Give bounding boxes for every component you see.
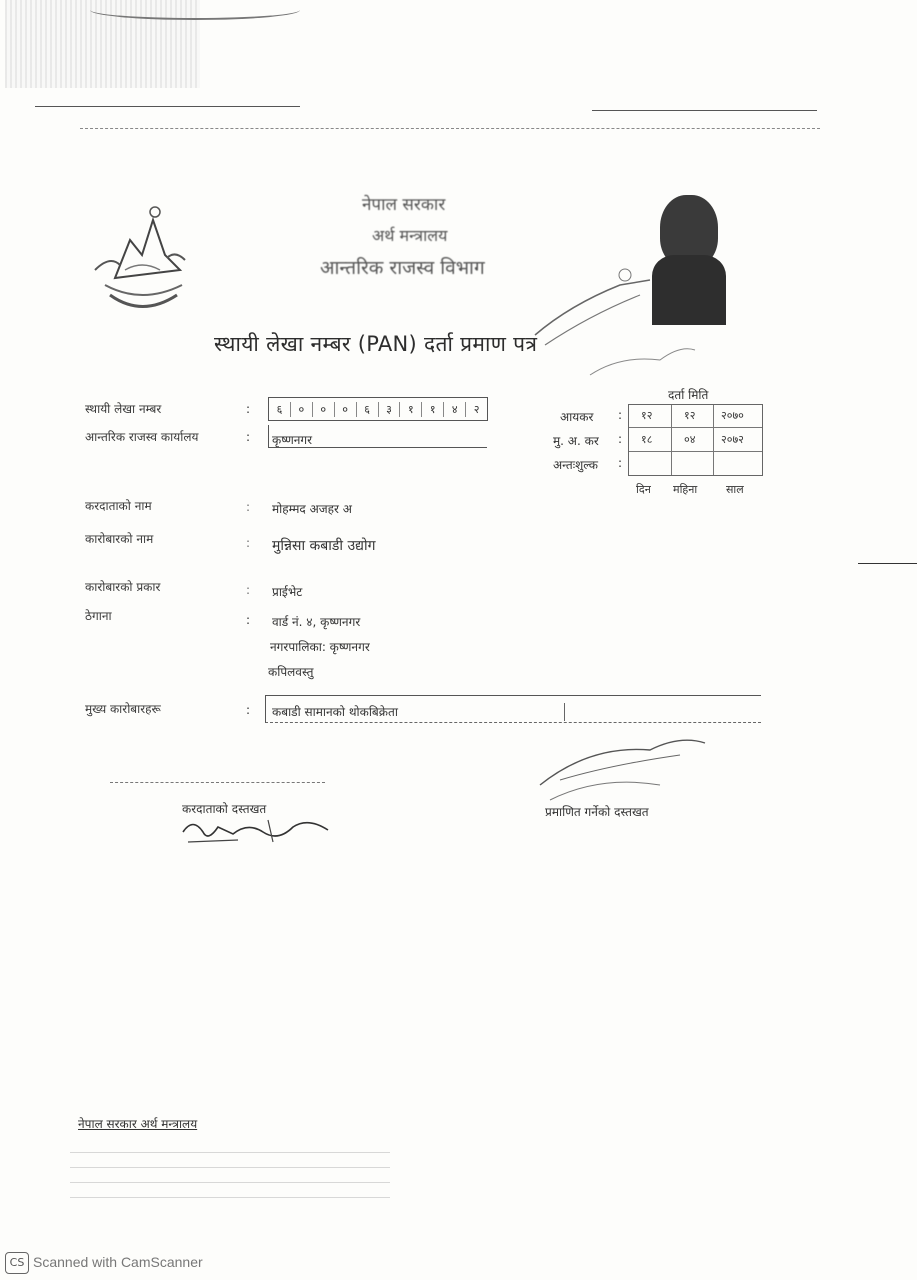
office-colon: : <box>246 430 251 444</box>
header-line-3: आन्तरिक राजस्व विभाग <box>320 257 485 279</box>
taxpayer-signature-line <box>110 782 325 783</box>
reg-row1-day: १२ <box>641 409 653 422</box>
pan-digit: ० <box>291 402 313 417</box>
address-colon: : <box>246 613 251 627</box>
registration-heading: दर्ता मिति <box>668 388 709 402</box>
header-line-2: अर्थ मन्त्रालय <box>372 226 448 245</box>
header-line-1: नेपाल सरकार <box>362 195 446 215</box>
firm-type-colon: : <box>246 583 251 597</box>
pan-digit: ६ <box>357 402 379 417</box>
reg-row2-year: २०७२ <box>721 433 744 446</box>
firm-name-colon: : <box>246 536 251 550</box>
top-rule-1 <box>35 106 300 107</box>
reg-row1-month: १२ <box>684 409 696 422</box>
reg-row3-label: अन्तःशुल्क <box>553 458 598 472</box>
pan-digit: ३ <box>379 402 401 417</box>
office-label: आन्तरिक राजस्व कार्यालय <box>85 430 199 444</box>
pan-number-box <box>268 397 488 421</box>
reg-row2-label: मु. अ. कर <box>553 434 599 448</box>
reg-row1-colon: : <box>618 408 623 422</box>
certificate-title: स्थायी लेखा नम्बर (PAN) दर्ता प्रमाण पत्र <box>214 332 538 356</box>
right-edge-mark <box>858 563 917 564</box>
footer-note: नेपाल सरकार अर्थ मन्त्रालय <box>78 1117 198 1131</box>
pan-digit: ६ <box>269 402 291 417</box>
address-line-2: नगरपालिका: कृष्णनगर <box>270 640 370 654</box>
taxpayer-name-colon: : <box>246 500 251 514</box>
office-box-line <box>268 425 487 448</box>
top-rule-2 <box>592 110 817 111</box>
firm-type-label: कारोबारको प्रकार <box>85 580 161 594</box>
reg-row2-month: ०४ <box>684 433 696 446</box>
firm-name-label: कारोबारको नाम <box>85 532 154 546</box>
pan-digit: १ <box>400 402 422 417</box>
address-line-3: कपिलवस्तु <box>268 665 314 679</box>
address-label: ठेगाना <box>85 609 112 623</box>
pan-colon: : <box>246 402 251 416</box>
reg-row1-label: आयकर <box>560 410 594 424</box>
officer-signature-scribble <box>530 725 730 805</box>
camscanner-badge-text: CS <box>9 1256 25 1269</box>
stamp-signature-scribble <box>530 265 710 385</box>
officer-signature-label: प्रमाणित गर्नेको दस्तखत <box>545 805 649 819</box>
reg-row2-day: १८ <box>641 433 653 446</box>
camscanner-badge <box>5 1252 29 1274</box>
business-divider <box>564 703 565 721</box>
address-line-1: वार्ड नं. ४, कृष्णनगर <box>272 615 361 629</box>
footer-faint-lines <box>70 1138 390 1208</box>
reg-row2-colon: : <box>618 432 623 446</box>
business-label: मुख्य कारोबारहरू <box>85 702 161 716</box>
office-value: कृष्णनगर <box>272 433 313 447</box>
nepal-emblem-icon <box>85 200 200 315</box>
camscanner-watermark: Scanned with CamScanner <box>33 1254 203 1270</box>
pan-digit: ० <box>313 402 335 417</box>
reg-col-month: महिना <box>673 483 698 496</box>
taxpayer-name-label: करदाताको नाम <box>85 499 152 513</box>
top-rule-3 <box>80 128 820 129</box>
registration-table <box>628 404 763 476</box>
reg-col-day: दिन <box>636 483 651 496</box>
business-colon: : <box>246 703 251 717</box>
top-stamp-edge <box>90 0 300 20</box>
reg-row3-colon: : <box>618 456 623 470</box>
business-value: कबाडी सामानको थोकबिक्रेता <box>272 705 398 719</box>
pan-digit: २ <box>473 402 480 416</box>
firm-type-value: प्राईभेट <box>272 585 303 599</box>
pan-digit: ० <box>335 402 357 417</box>
pan-digit: १ <box>422 402 444 417</box>
pan-label: स्थायी लेखा नम्बर <box>85 402 162 416</box>
reg-row1-year: २०७० <box>721 409 744 422</box>
taxpayer-signature-handwriting <box>178 812 343 850</box>
firm-name-value: मुन्निसा कबाडी उद्योग <box>272 538 376 554</box>
reg-col-year: साल <box>726 483 744 496</box>
taxpayer-signature-label: करदाताको दस्तखत <box>182 802 267 816</box>
pan-digit: ४ <box>444 402 466 417</box>
taxpayer-name-value: मोहम्मद अजहर अ <box>272 502 352 516</box>
